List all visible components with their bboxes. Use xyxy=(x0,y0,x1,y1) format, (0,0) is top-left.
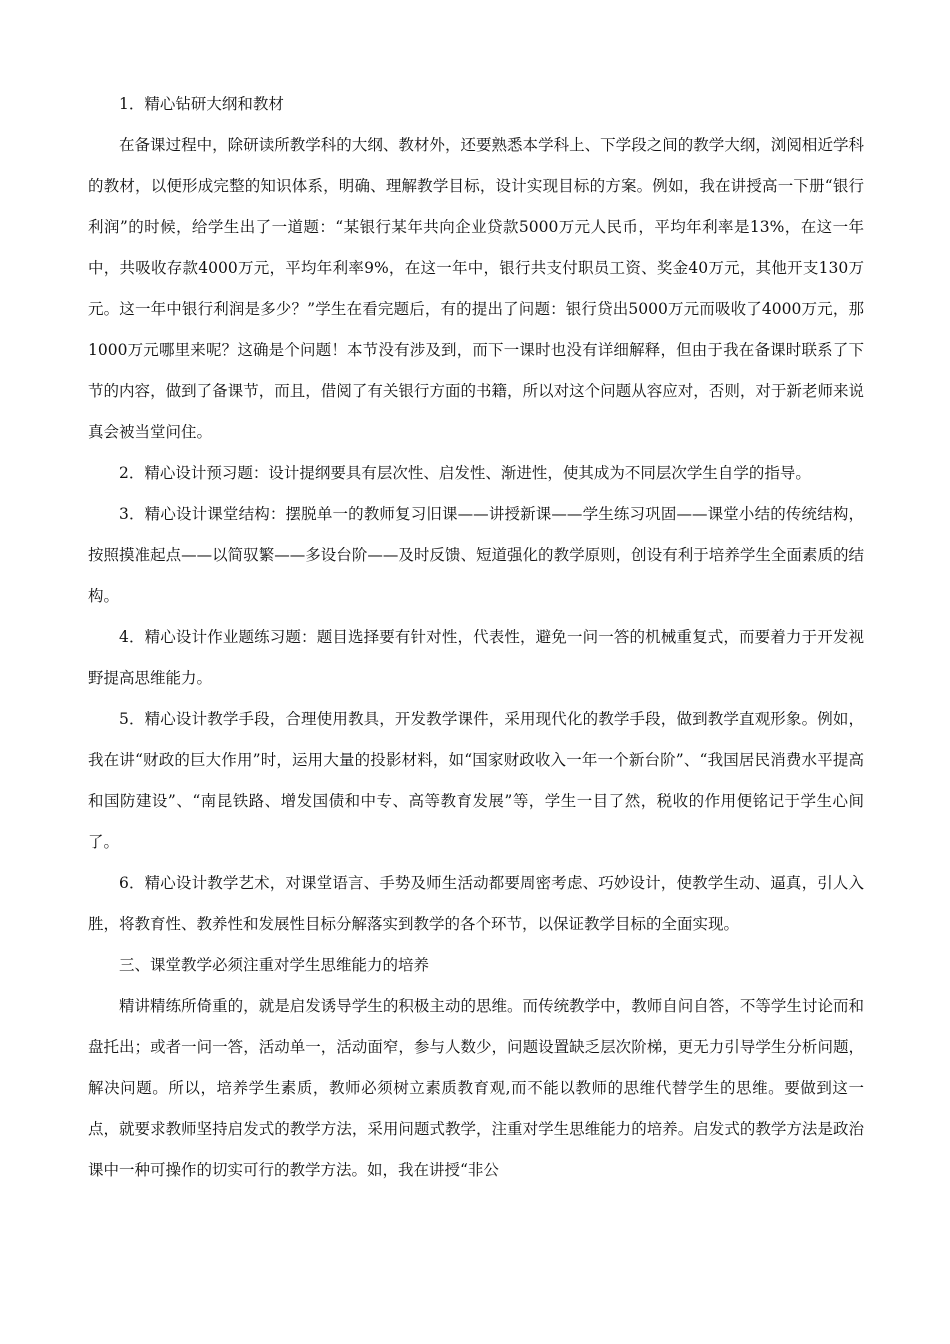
paragraph-homework-design: 4．精心设计作业题练习题：题目选择要有针对性，代表性，避免一问一答的机械重复式，而要着力于开发视野提高思维能力。 xyxy=(88,628,864,687)
document-page xyxy=(88,84,864,1191)
paragraph-teaching-methods: 5．精心设计教学手段，合理使用教具，开发教学课件，采用现代化的教学手段，做到教学直观形象。例如，我在讲“财政的巨大作用”时，运用大量的投影材料，如“国家财政收入一年一个新台阶”、“我国居民消费水平提高和国防建设”、“南昆铁路、增发国债和中专、高等教育发展”等，学生一目了然，税收的作用便铭记于学生心间了。 xyxy=(88,710,864,851)
paragraph-heuristic-teaching: 精讲精练所倚重的，就是启发诱导学生的积极主动的思维。而传统教学中，教师自问自答，不等学生讨论而和盘托出；或者一问一答，活动单一，活动面窄，参与人数少，问题设置缺乏层次阶梯，更无力引导学生分析问题，解决问题。所以，培养学生素质，教师必须树立素质教育观,而不能以教师的思维代替学生的思维。要做到这一点，就要求教师坚持启发式的教学方法，采用问题式教学，注重对学生思维能力的培养。启发式的教学方法是政治课中一种可操作的切实可行的教学方法。如，我在讲授“非公 xyxy=(88,997,864,1179)
paragraph-lesson-preparation: 在备课过程中，除研读所教学科的大纲、教材外，还要熟悉本学科上、下学段之间的教学大纲，浏阅相近学科的教材，以便形成完整的知识体系，明确、理解教学目标，设计实现目标的方案。例如，我在讲授高一下册“银行利润”的时候，给学生出了一道题：“某银行某年共向企业贷款5000万元人民币，平均年利率是13%，在这一年中，共吸收存款4000万元，平均年利率9%，在这一年中，银行共支付职员工资、奖金40万元，其他开支130万元。这一年中银行利润是多少？”学生在看完题后，有的提出了问题：银行贷出5000万元而吸收了4000万元，那1000万元哪里来呢？这确是个问题！本节没有涉及到，而下一课时也没有详细解释，但由于我在备课时联系了下节的内容，做到了备课节，而且，借阅了有关银行方面的书籍，所以对这个问题从容应对，否则，对于新老师来说真会被当堂问住。 xyxy=(88,136,864,441)
paragraph-teaching-art: 6．精心设计教学艺术，对课堂语言、手势及师生活动都要周密考虑、巧妙设计，使教学生动、逼真，引人入胜，将教育性、教养性和发展性目标分解落实到教学的各个环节，以保证教学目标的全面实现。 xyxy=(88,874,864,933)
paragraph-class-structure: 3．精心设计课堂结构：摆脱单一的教师复习旧课——讲授新课——学生练习巩固——课堂小结的传统结构，按照摸准起点——以简驭繁——多设台阶——及时反馈、短道强化的教学原则，创设有利于培养学生全面素质的结构。 xyxy=(88,505,864,605)
section-heading-thinking-ability: 三、课堂教学必须注重对学生思维能力的培养 xyxy=(119,956,430,974)
heading-study-syllabus: 1．精心钻研大纲和教材 xyxy=(119,95,284,113)
paragraph-preview-questions: 2．精心设计预习题：设计提纲要具有层次性、启发性、渐进性，使其成为不同层次学生自学的指导。 xyxy=(119,464,811,482)
